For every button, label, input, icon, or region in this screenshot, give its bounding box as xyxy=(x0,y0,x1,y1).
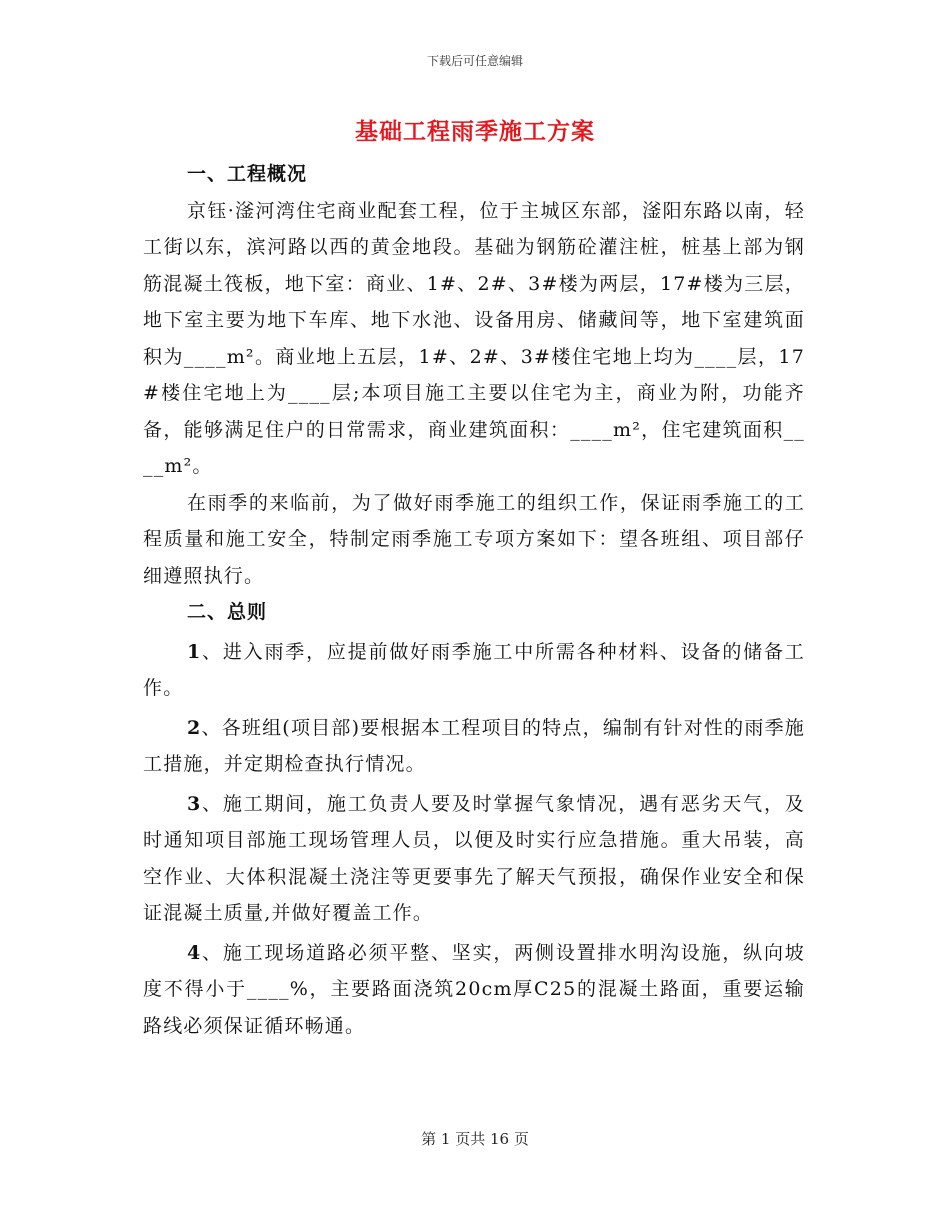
document-title: 基础工程雨季施工方案 xyxy=(355,118,595,145)
overview-paragraph-2: 在雨季的来临前，为了做好雨季施工的组织工作，保证雨季施工的工程质量和施工安全，特制定雨季施工专项方案如下：望各班组、项目部仔细遵照执行。 xyxy=(143,491,805,587)
general-item-2 xyxy=(143,710,805,783)
overview-paragraph-1: 京钰·滏河湾住宅商业配套工程，位于主城区东部，滏阳东路以南，轻工街以东，滨河路以西的黄金地段。基础为钢筋砼灌注桩，桩基上部为钢筋混凝土筏板，地下室：商业、1#、2#、3#楼为两层，17#楼为三层，地下室主要为地下车库、地下水池、设备用房、储藏间等，地下室建筑面积为____m²。商业地上五层，1#、2#、3#楼住宅地上均为____层，17#楼住宅地上为____层;本项目施工主要以住宅为主，商业为附，功能齐备，能够满足住户的日常需求，商业建筑面积：____m²，住宅建筑面积____m²。 xyxy=(143,199,805,477)
item-text: 、各班组(项目部)要根据本工程项目的特点，编制有针对性的雨季施工措施，并定期检查执行情况。 xyxy=(143,716,805,775)
item-text: 、施工现场道路必须平整、坚实，两侧设置排水明沟设施，纵向坡度不得小于____%，主要路面浇筑20cm厚C25的混凝土路面，重要运输路线必须保证循环畅通。 xyxy=(143,941,805,1037)
item-number: 4 xyxy=(187,941,202,964)
item-number: 2 xyxy=(187,716,202,739)
item-number: 3 xyxy=(187,792,202,815)
section-heading-overview: 一、工程概况 xyxy=(187,163,308,185)
general-item-4 xyxy=(143,935,805,1045)
page-header-note: 下载后可任意编辑 xyxy=(426,54,523,68)
item-number: 1 xyxy=(187,640,202,663)
item-text: 、施工期间，施工负责人要及时掌握气象情况，遇有恶劣天气，及时通知项目部施工现场管理人员，以便及时实行应急措施。重大吊装，高空作业、大体积混凝土浇注等更要事先了解天气预报，确保作业安全和保证混凝土质量,并做好覆盖工作。 xyxy=(143,792,805,924)
page-footer-number: 第 1 页共 16 页 xyxy=(421,1130,529,1148)
item-text: 、进入雨季，应提前做好雨季施工中所需各种材料、设备的储备工作。 xyxy=(143,640,805,699)
document-body xyxy=(143,156,805,1044)
general-item-3 xyxy=(143,786,805,932)
general-item-1 xyxy=(143,634,805,707)
section-heading-general: 二、总则 xyxy=(187,601,268,623)
